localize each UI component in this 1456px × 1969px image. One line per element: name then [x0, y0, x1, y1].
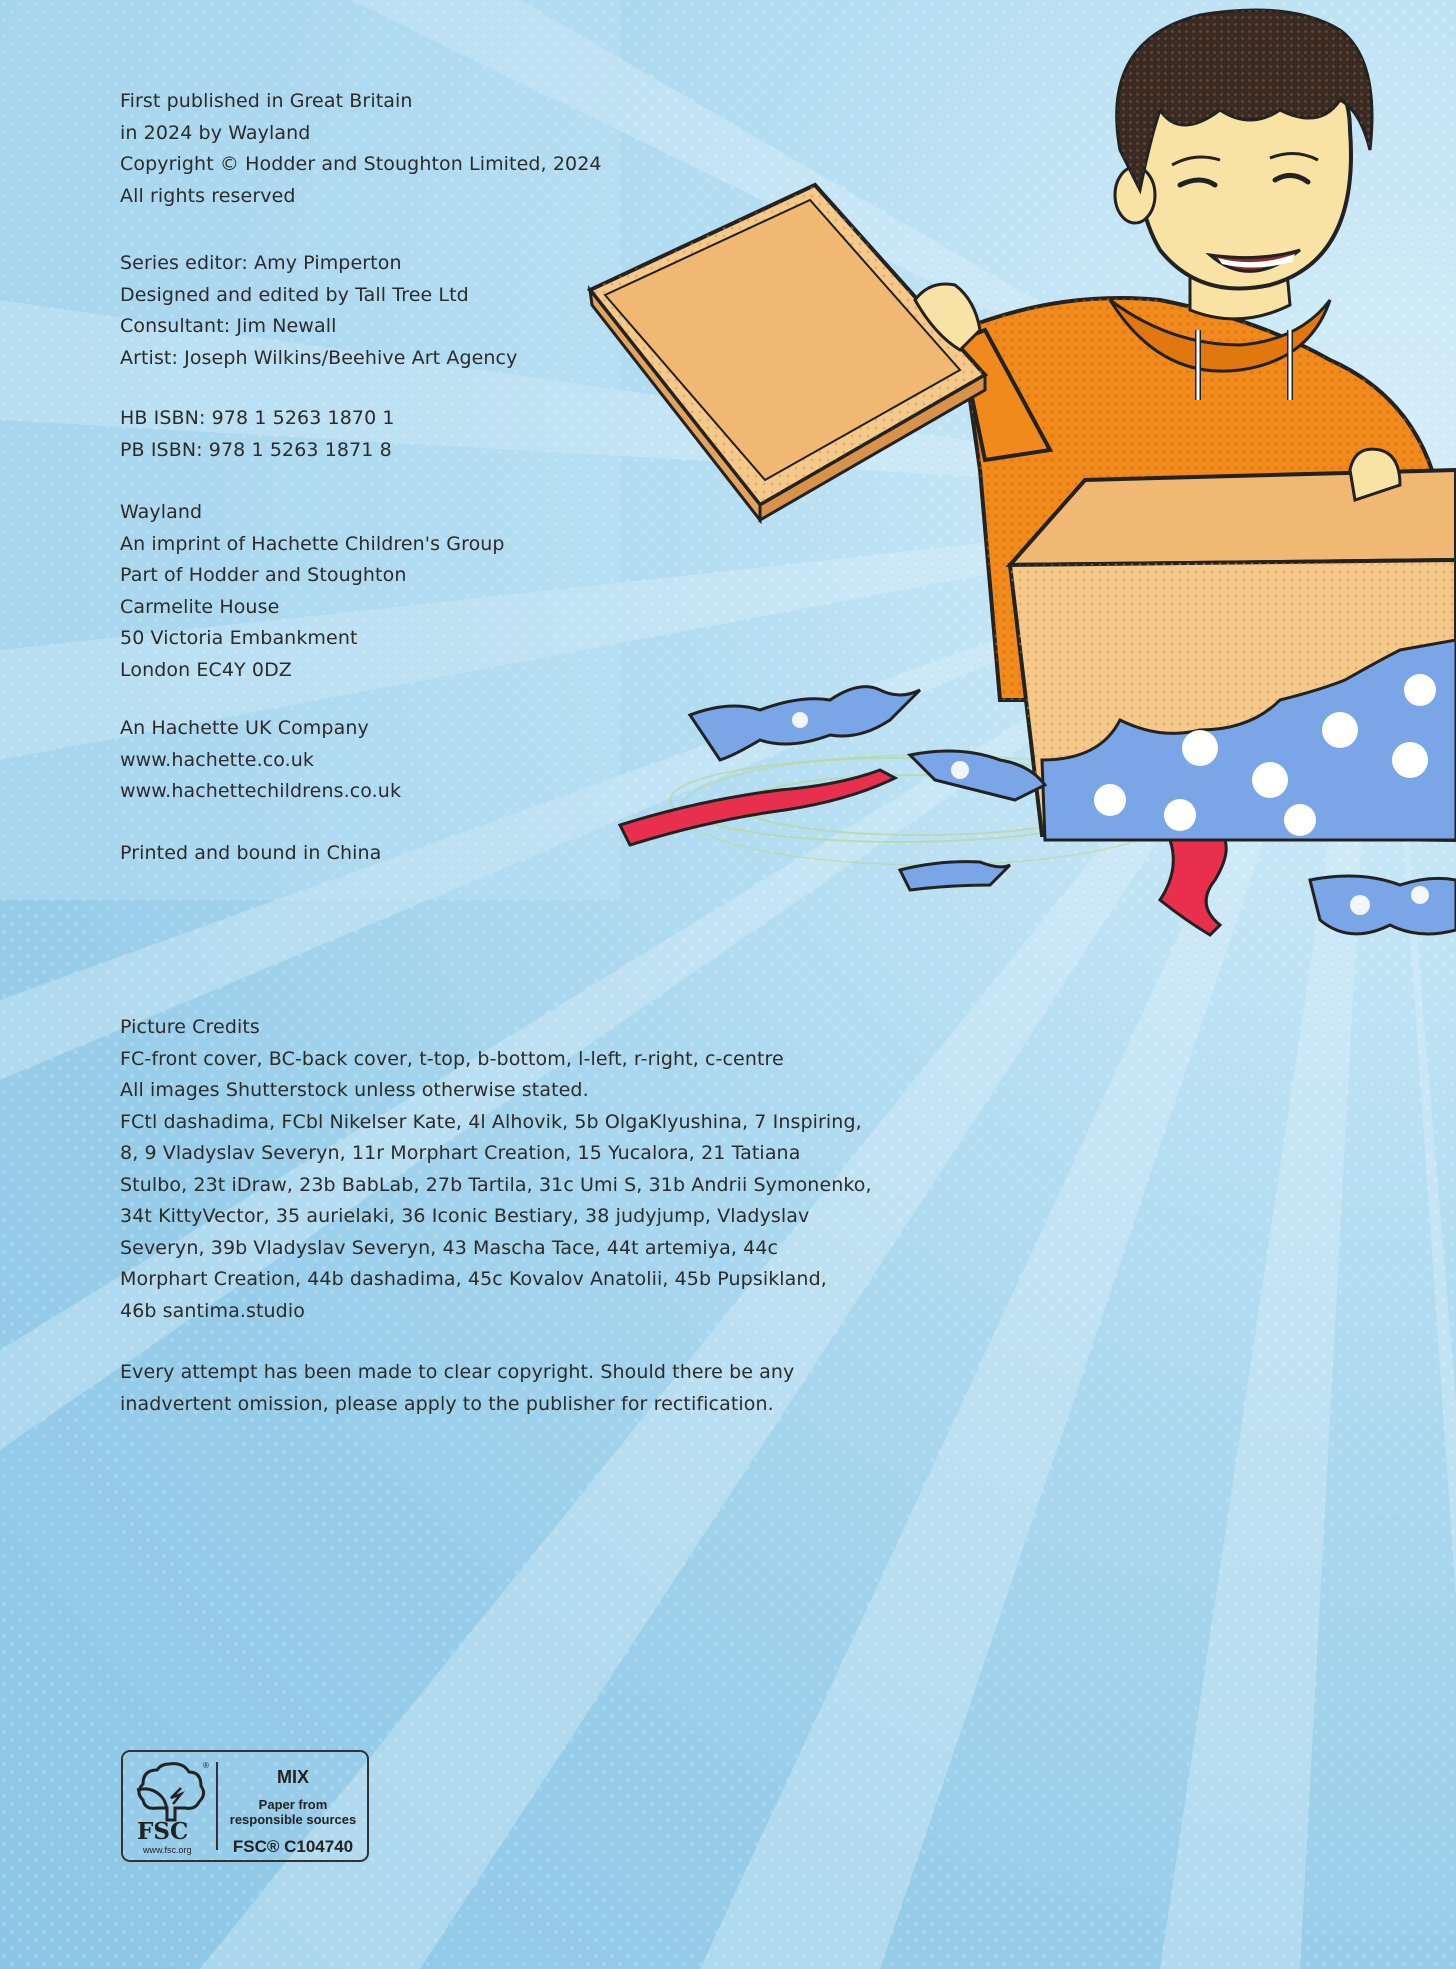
credits-line: Stulbo, 23t iDraw, 23b BabLab, 27b Tartila, 31c Umi S, 31b Andrii Symonenko, — [120, 1173, 872, 1196]
credits-line: 8, 9 Vladyslav Severyn, 11r Morphart Creation, 15 Yucalora, 21 Tatiana — [120, 1142, 801, 1164]
address-line: An imprint of Hachette Children's Group — [120, 532, 505, 555]
isbn-block — [120, 403, 395, 466]
disclaimer-line: Every attempt has been made to clear copyright. Should there be any — [120, 1361, 795, 1383]
isbn-hb: HB ISBN: 978 1 5263 1870 1 — [120, 407, 395, 429]
publication-line: First published in Great Britain — [120, 90, 413, 112]
credits-line: Morphart Creation, 44b dashadima, 45c Kovalov Anatolii, 45b Pupsikland, — [120, 1268, 827, 1290]
contributor-line: Consultant: Jim Newall — [120, 315, 337, 337]
company-url-link[interactable]: www.hachette.co.uk — [120, 748, 315, 771]
fsc-mix-label: MIX — [276, 1767, 309, 1787]
address-line: London EC4Y 0DZ — [120, 658, 292, 681]
picture-credits — [120, 1012, 872, 1327]
printed-line: Printed and bound in China — [120, 842, 382, 864]
printed-info — [120, 838, 381, 870]
contributors — [120, 248, 517, 374]
fsc-license-code: FSC® C104740 — [232, 1837, 354, 1856]
credits-line: 34t KittyVector, 35 aurielaki, 36 Iconic Bestiary, 38 judyjump, Vladyslav — [120, 1205, 810, 1227]
fsc-paper-line: Paper from — [258, 1797, 328, 1812]
fsc-paper-line: responsible sources — [229, 1812, 357, 1827]
disclaimer-line: inadvertent omission, please apply to the publisher for rectification. — [120, 1392, 774, 1415]
company-url-link[interactable]: www.hachettechildrens.co.uk — [120, 780, 402, 802]
company-info — [120, 713, 401, 808]
fsc-logo-text: FSC — [137, 1818, 189, 1845]
publication-line: All rights reserved — [120, 184, 296, 207]
address-line: Carmelite House — [120, 595, 280, 618]
contributor-line: Artist: Joseph Wilkins/Beehive Art Agency — [120, 346, 518, 369]
address-line: 50 Victoria Embankment — [120, 627, 358, 649]
credits-heading: Picture Credits — [120, 1016, 260, 1038]
fsc-paper-text — [223, 1797, 363, 1827]
copyright-disclaimer — [120, 1357, 794, 1420]
contributor-line: Designed and edited by Tall Tree Ltd — [120, 283, 469, 306]
publisher-address — [120, 497, 505, 686]
address-line: Part of Hodder and Stoughton — [120, 564, 407, 586]
svg-text:®: ® — [203, 1761, 209, 1770]
credits-line: All images Shutterstock unless otherwise stated. — [120, 1079, 589, 1101]
publication-line: Copyright © Hodder and Stoughton Limited, 2024 — [120, 153, 602, 175]
credits-line: 46b santima.studio — [120, 1299, 305, 1322]
fsc-certification-logo — [121, 1750, 369, 1862]
isbn-pb: PB ISBN: 978 1 5263 1871 8 — [120, 438, 392, 461]
credits-line: Severyn, 39b Vladyslav Severyn, 43 Mascha Tace, 44t artemiya, 44c — [120, 1236, 779, 1259]
publication-line: in 2024 by Wayland — [120, 121, 311, 144]
company-line: An Hachette UK Company — [120, 717, 369, 739]
credits-line: FC-front cover, BC-back cover, t-top, b-bottom, l-left, r-right, c-centre — [120, 1047, 784, 1070]
fsc-divider — [216, 1762, 218, 1850]
address-line: Wayland — [120, 501, 203, 523]
fsc-url: www.fsc.org — [143, 1845, 192, 1855]
credits-line: FCtl dashadima, FCbl Nikelser Kate, 4l Alhovik, 5b OlgaKlyushina, 7 Inspiring, — [120, 1110, 862, 1133]
contributor-line: Series editor: Amy Pimperton — [120, 252, 402, 274]
publication-info — [120, 86, 602, 212]
